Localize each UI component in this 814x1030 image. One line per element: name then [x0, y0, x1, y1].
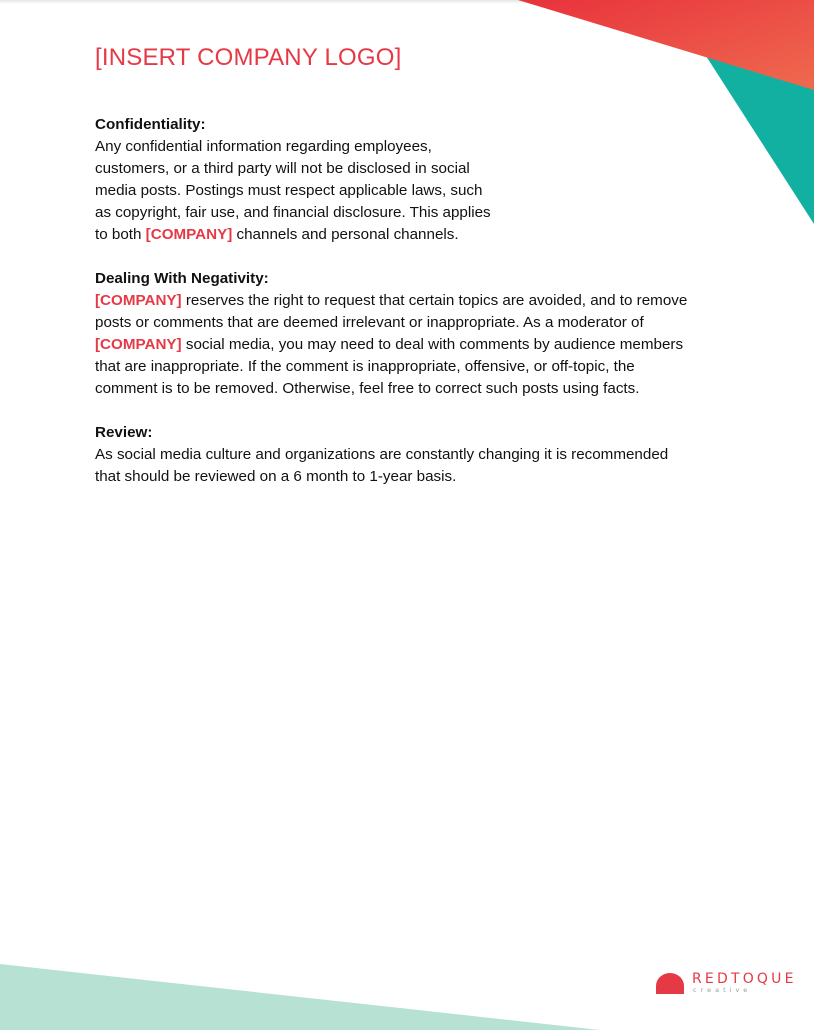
paragraph-line: comment is to be removed. Otherwise, feel free to correct such posts using facts.	[95, 380, 640, 397]
text-fragment: social media, you may need to deal with comments by audience members	[181, 336, 684, 353]
paragraph-line	[95, 290, 687, 312]
company-logo-placeholder: [INSERT COMPANY LOGO]	[95, 44, 402, 71]
brand-name: REDTOQUE	[692, 971, 797, 987]
paragraph-line: As social media culture and organizations are constantly changing it is recommended	[95, 446, 669, 463]
mint-wedge	[0, 964, 600, 1030]
negativity-section	[95, 268, 687, 400]
text-fragment: to both	[95, 226, 146, 243]
semicircle-logo-icon	[655, 972, 685, 994]
text-fragment: channels and personal channels.	[232, 226, 459, 243]
brand-subtitle: creative	[693, 986, 752, 994]
paragraph-line: posts or comments that are deemed irrelevant or inappropriate. As a moderator of	[95, 314, 644, 331]
paragraph-line: as copyright, fair use, and financial disclosure. This applies	[95, 204, 491, 221]
paragraph-line: customers, or a third party will not be disclosed in social	[95, 160, 470, 177]
negativity-heading: Dealing With Negativity:	[95, 270, 269, 287]
company-placeholder: [COMPANY]	[145, 226, 233, 243]
paragraph-line: Any confidential information regarding employees,	[95, 138, 432, 155]
confidentiality-section	[95, 114, 491, 246]
paragraph-line: that should be reviewed on a 6 month to 1-year basis.	[95, 468, 457, 485]
review-heading: Review:	[95, 424, 153, 441]
text-fragment: reserves the right to request that certain topics are avoided, and to remove	[181, 292, 688, 309]
paragraph-line	[95, 334, 687, 356]
redtoque-brand-logo	[655, 971, 795, 997]
review-section	[95, 422, 668, 488]
confidentiality-heading: Confidentiality:	[95, 116, 206, 133]
company-placeholder: [COMPANY]	[95, 292, 182, 309]
paragraph-line: media posts. Postings must respect applicable laws, such	[95, 182, 483, 199]
paragraph-line	[95, 224, 491, 246]
paragraph-line: that are inappropriate. If the comment is inappropriate, offensive, or off-topic, the	[95, 358, 635, 375]
company-placeholder: [COMPANY]	[95, 336, 182, 353]
